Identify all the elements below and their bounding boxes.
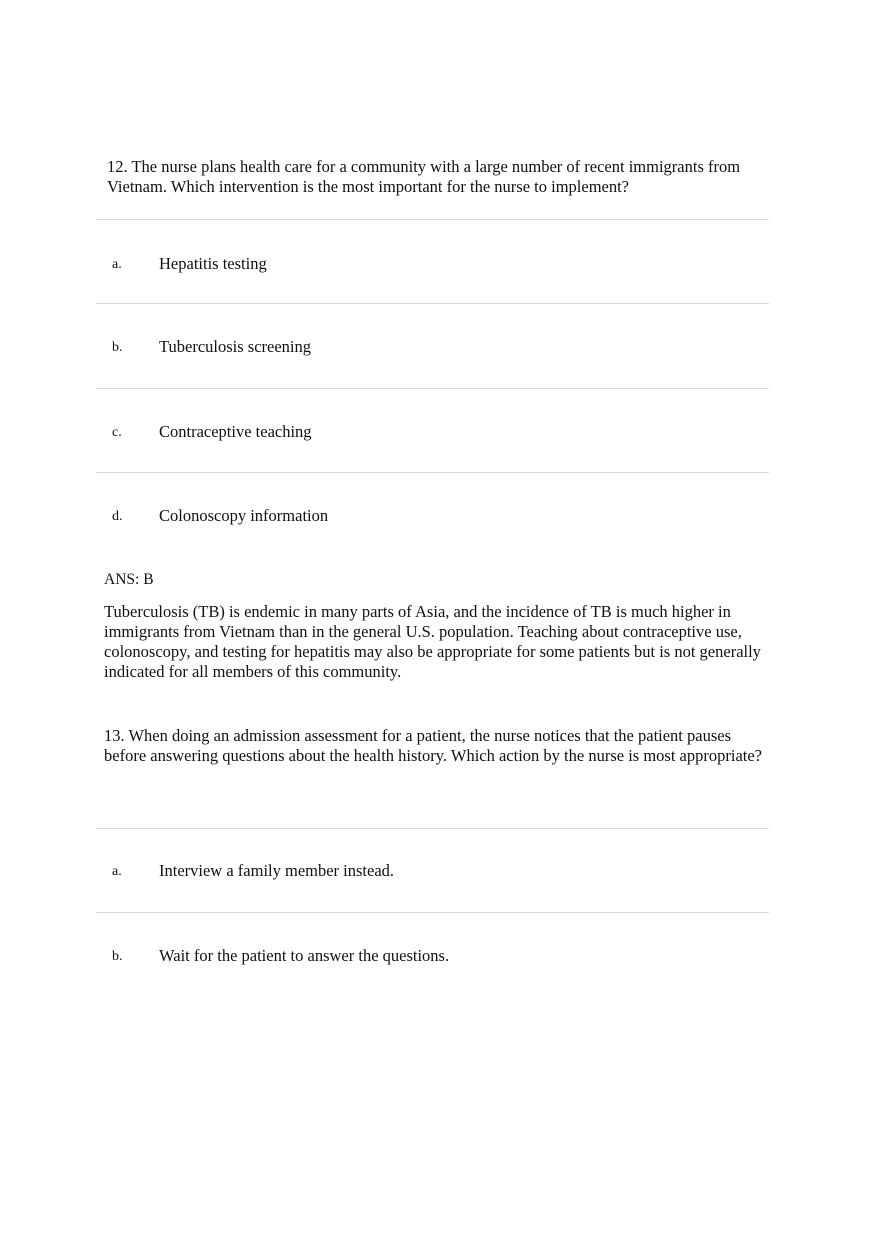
option-text: Colonoscopy information — [159, 506, 329, 525]
option-divider — [96, 472, 769, 473]
option-text: Hepatitis testing — [159, 254, 267, 273]
option-text: Interview a family member instead. — [159, 861, 395, 880]
answer-label: ANS: B — [104, 571, 154, 588]
option-divider — [96, 303, 769, 304]
rationale: Tuberculosis (TB) is endemic in many parts of Asia, and the incidence of TB is much higher in immigrants from Vietnam than in the general U.S. population. Teaching about contraceptive use, colonoscopy, and testing for hepatitis may also be appropriate for some patients but is not generally indicated for all members of this community. — [104, 602, 761, 681]
option-letter: c. — [112, 425, 122, 440]
option-letter: d. — [112, 509, 123, 524]
option-divider — [96, 912, 769, 913]
question-12-stem: 12. The nurse plans health care for a community with a large number of recent immigrants from Vietnam. Which intervention is the most important for the nurse to implement? — [107, 157, 741, 196]
option-divider — [96, 828, 769, 829]
option-divider — [96, 219, 769, 220]
option-letter: b. — [112, 340, 123, 355]
option-text: Wait for the patient to answer the questions. — [159, 946, 450, 965]
option-text: Contraceptive teaching — [159, 422, 312, 441]
option-divider — [96, 388, 769, 389]
question-13-stem: 13. When doing an admission assessment for a patient, the nurse notices that the patient pauses before answering questions about the health history. Which action by the nurse is most appropriate? — [104, 726, 762, 765]
option-letter: b. — [112, 949, 123, 964]
option-letter: a. — [112, 257, 122, 272]
option-letter: a. — [112, 864, 122, 879]
option-text: Tuberculosis screening — [159, 337, 311, 356]
